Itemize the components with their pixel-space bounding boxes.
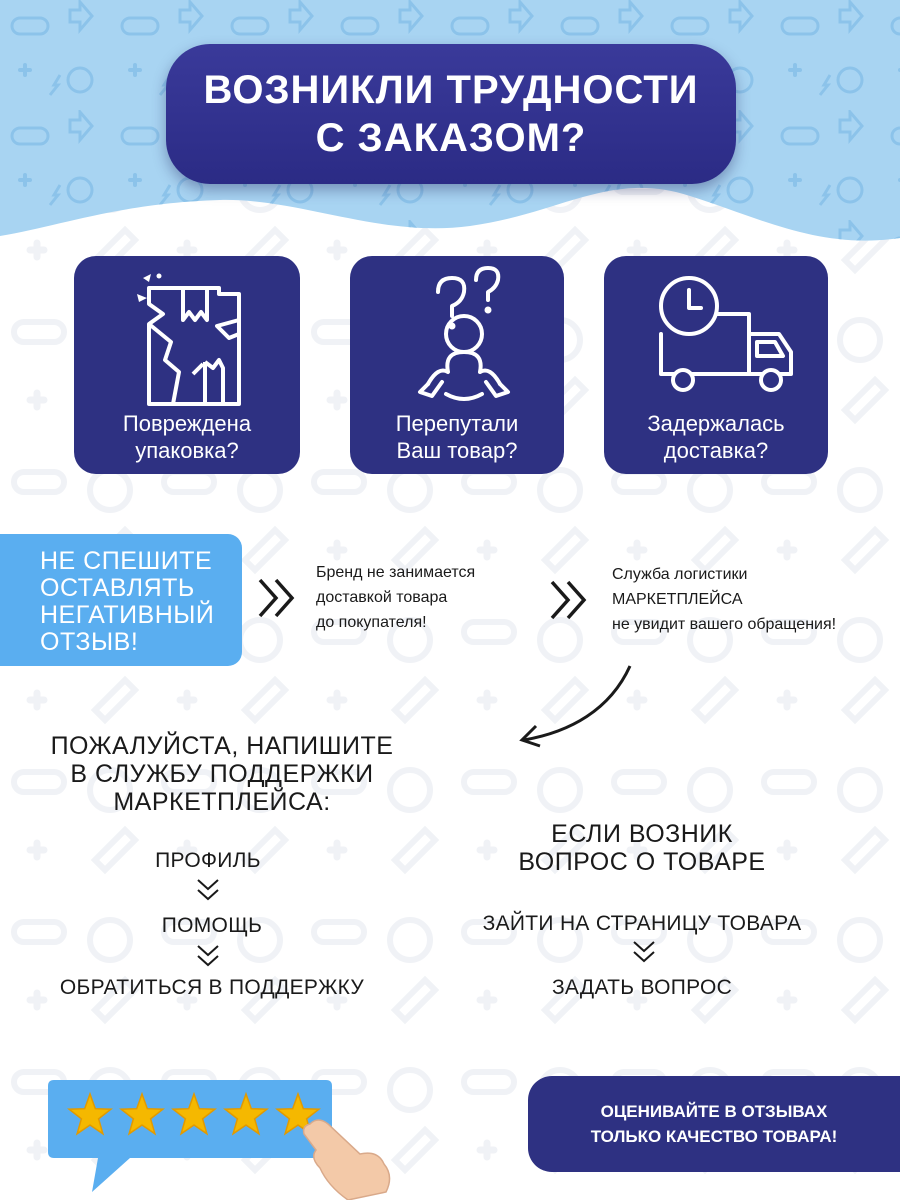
card-label-line-2: доставка? xyxy=(663,438,769,463)
title-banner xyxy=(166,44,736,184)
logistics-note-line-1: Служба логистики xyxy=(612,566,748,583)
warning-line-4: ОТЗЫВ! xyxy=(40,628,139,656)
product-heading xyxy=(480,820,804,876)
support-step-contact: ОБРАТИТЬСЯ В ПОДДЕРЖКУ xyxy=(59,976,365,999)
problem-card-damaged-package xyxy=(74,256,300,474)
title-line-2: С ЗАКАЗОМ? xyxy=(315,116,587,160)
logistics-note-line-2: МАРКЕТПЛЕЙСА xyxy=(612,591,743,608)
problem-card-wrong-item xyxy=(350,256,564,474)
double-chevron-right-icon xyxy=(256,576,300,620)
product-step-ask: ЗАДАТЬ ВОПРОС xyxy=(551,976,733,999)
product-heading-line-2: ВОПРОС О ТОВАРЕ xyxy=(518,848,766,876)
footer-line-1: ОЦЕНИВАЙТЕ В ОТЗЫВАХ xyxy=(600,1102,828,1121)
confused-person-icon xyxy=(382,264,532,414)
pointing-hand-icon xyxy=(304,1120,390,1200)
footer-line-2: ТОЛЬКО КАЧЕСТВО ТОВАРА! xyxy=(590,1127,838,1146)
product-step-open-page: ЗАЙТИ НА СТРАНИЦУ ТОВАРА xyxy=(482,912,802,935)
support-heading-line-1: ПОЖАЛУЙСТА, НАПИШИТЕ xyxy=(50,732,394,760)
support-heading-line-3: МАРКЕТПЛЕЙСА: xyxy=(113,788,331,816)
double-chevron-down-icon xyxy=(196,944,220,968)
card-label-line-2: упаковка? xyxy=(135,438,239,463)
title-line-1: ВОЗНИКЛИ ТРУДНОСТИ xyxy=(203,68,699,112)
card-label-line-1: Перепутали xyxy=(395,411,519,436)
brand-note xyxy=(316,560,475,635)
warning-line-1: НЕ СПЕШИТЕ xyxy=(40,547,213,575)
brand-note-line-1: Бренд не занимается xyxy=(316,564,476,581)
rating-bubble xyxy=(48,1076,398,1200)
problem-card-delivery-delay xyxy=(604,256,828,474)
warning-line-2: ОСТАВЛЯТЬ xyxy=(40,574,195,602)
double-chevron-down-icon xyxy=(632,940,656,964)
delivery-truck-clock-icon xyxy=(631,264,801,414)
card-label-line-2: Ваш товар? xyxy=(396,438,518,463)
product-heading-line-1: ЕСЛИ ВОЗНИК xyxy=(551,820,733,848)
logistics-note xyxy=(612,562,836,637)
card-label-line-1: Повреждена xyxy=(122,411,252,436)
brand-note-line-3: до покупателя! xyxy=(316,614,427,631)
warning-box xyxy=(0,534,242,666)
support-step-help: ПОМОЩЬ xyxy=(161,914,263,937)
logistics-note-line-3: не увидит вашего обращения! xyxy=(612,616,837,633)
double-chevron-right-icon xyxy=(548,578,592,622)
support-step-profile: ПРОФИЛЬ xyxy=(155,849,261,872)
curved-arrow-icon xyxy=(510,660,640,750)
brand-note-line-2: доставкой товара xyxy=(316,589,448,606)
double-chevron-down-icon xyxy=(196,878,220,902)
card-label-line-1: Задержалась xyxy=(647,411,785,436)
support-heading xyxy=(22,732,422,816)
support-heading-line-2: В СЛУЖБУ ПОДДЕРЖКИ xyxy=(70,760,374,788)
broken-box-icon xyxy=(107,264,267,414)
footer-banner xyxy=(528,1076,900,1172)
warning-line-3: НЕГАТИВНЫЙ xyxy=(40,601,215,629)
